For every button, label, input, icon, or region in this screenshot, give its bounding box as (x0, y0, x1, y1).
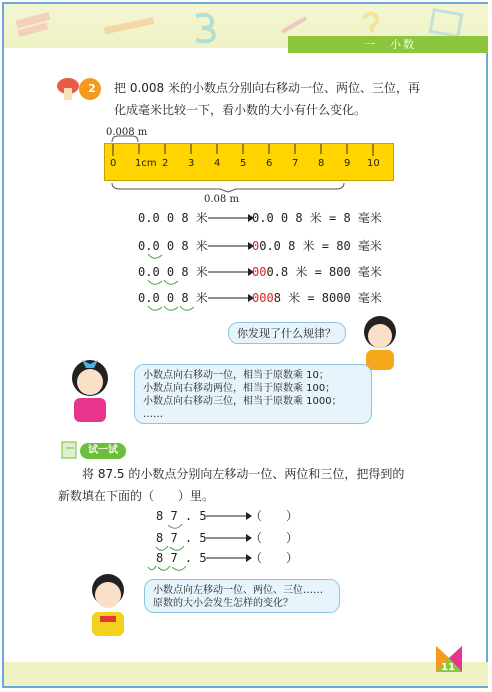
girl-illustration-icon (354, 310, 406, 370)
ruler-tick-5: 5 (240, 158, 247, 169)
ruler-tick-2: 2 (162, 158, 169, 169)
ruler-tick-4: 4 (214, 158, 221, 169)
rule-line-4: …… (143, 409, 163, 420)
arrow-right-icon (208, 292, 254, 304)
page-number: 11 (441, 662, 455, 673)
conversion-row-3-right (252, 264, 382, 280)
conversion-row-4-left: 0.0 0 8 米 (138, 291, 208, 305)
answer-blank-2[interactable]: （ ） (250, 531, 299, 545)
problem-text-line2: 化成毫米比较一下，看小数的大小有什么变化。 (114, 103, 367, 117)
ruler-unit-label: 1cm (135, 158, 157, 169)
pen-decoration-icon (280, 14, 310, 38)
try-row-3: 8 7 . 5 (156, 551, 207, 565)
try-text-line1: 将 87.5 的小数点分别向左移动一位、两位和三位，把得到的 (82, 467, 405, 481)
problem-text-line1: 把 0.008 米的小数点分别向右移动一位、两位、三位，再 (114, 81, 420, 95)
conversion-result: 0.8 米 = 800 毫米 (266, 265, 382, 279)
conversion-row-1-left: 0.0 0 8 米 (138, 211, 208, 225)
move-arc-icon (146, 278, 186, 288)
arrow-right-icon (206, 552, 252, 564)
question-speech-bubble: 你发现了什么规律？ (228, 322, 346, 344)
try-text-line2: 新数填在下面的（ ）里。 (58, 489, 215, 503)
problem-number: 2 (88, 82, 96, 95)
arrow-right-icon (208, 212, 254, 224)
move-arc-icon (146, 564, 190, 574)
answer-blank-1[interactable]: （ ） (250, 509, 299, 523)
number-three-decoration-icon (190, 10, 220, 44)
pencil-note-icon (60, 438, 80, 460)
ruler-tick-7: 7 (292, 158, 299, 169)
move-arc-icon (146, 304, 202, 314)
pencil-decoration-icon (100, 12, 160, 38)
conversion-row-1-right (252, 210, 382, 226)
rule-line-1: 小数点向右移动一位，相当于原数乘 10； (143, 370, 329, 381)
ruler-tick-10: 10 (367, 158, 380, 169)
arrow-right-icon (208, 266, 254, 278)
moved-zeros: 000 (252, 291, 274, 305)
boy-speech-bubble (144, 579, 340, 613)
boy-bubble-line-1: 小数点向左移动一位、两位、三位…… (153, 585, 323, 596)
boy-illustration-icon (80, 568, 136, 640)
arrow-right-icon (206, 532, 252, 544)
arrow-right-icon (206, 510, 252, 522)
ruler-tick-3: 3 (188, 158, 195, 169)
move-arc-icon (146, 252, 166, 262)
girl-with-bow-illustration-icon (60, 352, 120, 424)
rule-line-2: 小数点向右移动两位，相当于原数乘 100； (143, 383, 336, 394)
ruler-tick-8: 8 (318, 158, 325, 169)
set-square-decoration-icon (426, 8, 466, 38)
ruler-tick-6: 6 (266, 158, 273, 169)
conversion-result: 8 米 = 8000 毫米 (273, 291, 382, 305)
conversion-row-2-left: 0.0 0 8 米 (138, 239, 208, 253)
conversion-result: 0.0 0 8 米 = 8 毫米 (252, 211, 382, 225)
boy-bubble-line-2: 原数的大小会发生怎样的变化？ (153, 598, 293, 609)
ruler (104, 143, 394, 181)
try-row-2: 8 7 . 5 (156, 531, 207, 545)
arrow-right-icon (208, 240, 254, 252)
moved-zeros: 0 (252, 239, 260, 253)
moved-zeros: 00 (252, 265, 267, 279)
ruler-tick-9: 9 (344, 158, 351, 169)
ruler-top-label: 0.008 m (106, 127, 148, 138)
answer-blank-3[interactable]: （ ） (250, 551, 299, 565)
conversion-row-2-right (252, 238, 382, 254)
try-section-label: 试一试 (80, 443, 126, 459)
conversion-result: 0.0 8 米 = 80 毫米 (259, 239, 382, 253)
conversion-row-3-left: 0.0 0 8 米 (138, 265, 208, 279)
try-row-1: 8 7 . 5 (156, 509, 207, 523)
ruler-decoration-icon (14, 10, 54, 40)
rule-speech-bubble (134, 364, 372, 424)
rule-line-3: 小数点向右移动三位，相当于原数乘 1000； (143, 396, 342, 407)
chapter-title: 一 小数 (364, 38, 416, 51)
footer-band (4, 662, 488, 686)
conversion-row-4-right (252, 290, 382, 306)
ruler-tick-0: 0 (110, 158, 117, 169)
ruler-bottom-label: 0.08 m (204, 194, 239, 205)
